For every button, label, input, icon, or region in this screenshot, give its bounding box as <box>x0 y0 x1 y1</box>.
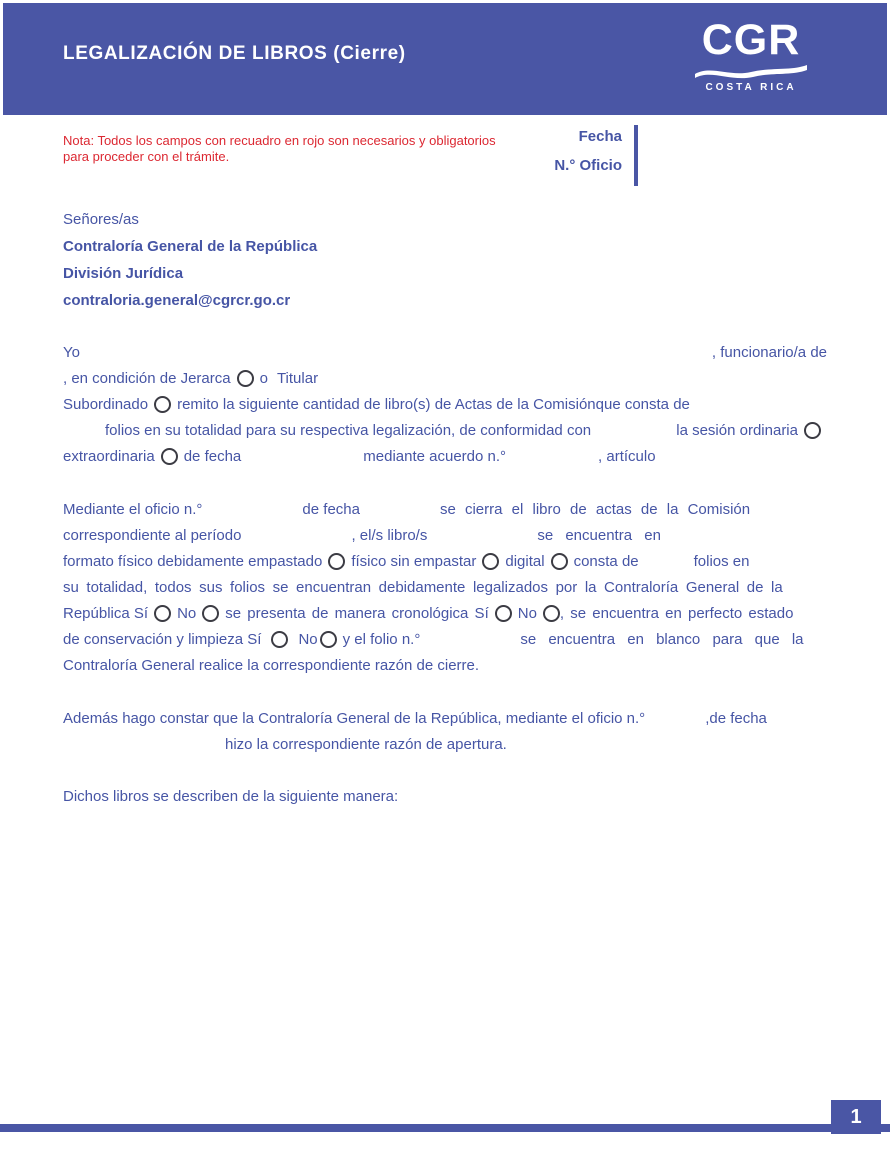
p1-l5-text-d: , artículo <box>598 447 656 465</box>
p2-l5-text-b: No <box>177 604 197 622</box>
p1-line5 <box>63 443 827 469</box>
p4-text: Dichos libros se describen de la siguiente manera: <box>63 787 399 805</box>
cgr-logo <box>693 17 809 93</box>
paragraph-descripcion <box>63 783 827 809</box>
radio-legalizados-no[interactable] <box>202 605 219 622</box>
p1-line4 <box>63 417 827 443</box>
radio-conservacion-no[interactable] <box>320 631 337 648</box>
recipient-email: contraloria.general@cgrcr.go.cr <box>63 292 291 309</box>
p2-line7 <box>63 652 827 678</box>
p3-l1-text-b: ,de fecha <box>705 709 767 727</box>
field-folio-blanco[interactable] <box>420 630 520 648</box>
field-periodo[interactable] <box>241 526 351 544</box>
p2-l2-text-a: correspondiente al período <box>63 526 242 544</box>
p2-line5 <box>63 600 827 626</box>
p2-l7-text: Contraloría General realice la correspondiente razón de cierre. <box>63 656 480 674</box>
header-banner <box>3 3 887 115</box>
radio-digital[interactable] <box>551 553 568 570</box>
cgr-logo-text: CGR <box>701 16 801 64</box>
p2-l5-text-c: se presenta de manera cronológica Sí <box>225 604 489 622</box>
field-folios-total[interactable] <box>639 552 694 570</box>
meta-divider <box>634 125 638 186</box>
p1-l1-text-b: , funcionario/a de <box>711 343 827 361</box>
field-numero-oficio[interactable] <box>202 500 302 518</box>
radio-cronologica-no[interactable] <box>543 605 560 622</box>
p1-l2-text-c: Titular <box>276 369 319 387</box>
fecha-label: Fecha <box>578 128 622 145</box>
p2-l6-text-a: de conservación y limpieza Sí <box>63 630 262 648</box>
radio-fisico-sin-empastar[interactable] <box>482 553 499 570</box>
p2-line4 <box>63 574 827 600</box>
mandatory-fields-note: Nota: Todos los campos con recuadro en rojo son necesarios y obligatorios para proceder con el trámite. <box>63 133 496 164</box>
p1-l5-text-b: de fecha <box>183 447 242 465</box>
recipient-division: División Jurídica <box>63 265 184 282</box>
field-oficio-apertura[interactable] <box>645 709 705 727</box>
radio-titular-subordinado[interactable] <box>154 396 171 413</box>
p1-l2-text-a: , en condición de Jerarca <box>63 369 231 387</box>
p1-l3-text-b: remito la siguiente cantidad de libro(s) de Actas de la Comisión <box>177 395 596 413</box>
p1-l4-text-a: folios en su totalidad para su respectiva legalización, de conformidad con <box>105 421 592 439</box>
radio-sesion-extraordinaria[interactable] <box>161 448 178 465</box>
p1-l2-text-b: o <box>259 369 268 387</box>
p2-l4-text: su totalidad, todos sus folios se encuentran debidamente legalizados por la Contraloría General de la <box>63 578 783 596</box>
radio-jerarca[interactable] <box>237 370 254 387</box>
p2-l1-text-c: se cierra el libro de actas de la Comisión <box>439 500 751 518</box>
p2-l5-text-a: República Sí <box>63 604 149 622</box>
p2-l2-text-b: , el/s libro/s <box>351 526 428 544</box>
p2-l3-text-d: consta de <box>573 552 639 570</box>
p2-line2 <box>63 522 827 548</box>
p2-l6-text-d: se encuentra en blanco para que la <box>520 630 804 648</box>
p2-l2-text-c: se encuentra en <box>537 526 661 544</box>
p3-l2-text: hizo la correspondiente razón de apertura. <box>225 735 507 753</box>
p3-l1-text-a: Además hago constar que la Contraloría General de la República, mediante el oficio n.° <box>63 709 646 727</box>
p1-l5-text-c: mediante acuerdo n.° <box>363 447 507 465</box>
oficio-label: N.° Oficio <box>554 157 622 174</box>
field-libros[interactable] <box>427 526 537 544</box>
paragraph-apertura <box>63 705 827 757</box>
p2-l3-text-a: formato físico debidamente empastado <box>63 552 323 570</box>
field-fecha-sesion[interactable] <box>241 447 363 465</box>
p2-l1-text-a: Mediante el oficio n.° <box>63 500 203 518</box>
p2-line6 <box>63 626 827 652</box>
p2-l3-text-e: folios en <box>693 552 750 570</box>
salutation: Señores/as <box>63 211 139 228</box>
page-title: LEGALIZACIÓN DE LIBROS (Cierre) <box>63 43 406 64</box>
radio-fisico-empastado[interactable] <box>328 553 345 570</box>
p1-line3 <box>63 391 827 417</box>
radio-conservacion-si[interactable] <box>271 631 288 648</box>
p4-line1 <box>63 783 827 809</box>
p2-l5-text-d: No <box>517 604 537 622</box>
p1-l4-text-b: la sesión ordinaria <box>676 421 798 439</box>
field-fecha-apertura[interactable] <box>63 735 225 753</box>
p2-l1-text-b: de fecha <box>302 500 360 518</box>
recipient-org: Contraloría General de la República <box>63 238 318 255</box>
p1-l3-text-a: Subordinado <box>63 395 149 413</box>
p1-l3-text-c: que consta de <box>595 395 690 413</box>
p2-l3-text-c: digital <box>505 552 545 570</box>
footer-rule <box>0 1124 890 1132</box>
paragraph-cierre <box>63 496 827 678</box>
field-numero-acuerdo[interactable] <box>506 447 598 465</box>
p1-line2 <box>63 365 827 391</box>
page-number-badge: 1 <box>831 1100 881 1134</box>
radio-legalizados-si[interactable] <box>154 605 171 622</box>
cgr-logo-country: COSTA RICA <box>705 82 797 93</box>
p2-line3 <box>63 548 827 574</box>
p1-l5-text-a: extraordinaria <box>63 447 155 465</box>
radio-sesion-ordinaria[interactable] <box>804 422 821 439</box>
p2-l3-text-b: físico sin empastar <box>351 552 477 570</box>
field-fecha-oficio[interactable] <box>360 500 440 518</box>
recipient-block <box>63 206 317 314</box>
p3-line2 <box>63 731 827 757</box>
p1-l1-text-a: Yo <box>63 343 80 361</box>
p2-line1 <box>63 496 827 522</box>
field-cantidad-folios[interactable] <box>63 421 105 439</box>
p2-l5-text-e: , se encuentra en perfecto estado <box>559 604 794 622</box>
p1-line1 <box>63 339 827 365</box>
wave-icon <box>695 64 807 79</box>
paragraph-remision <box>63 339 827 469</box>
p2-l6-text-b: No <box>298 630 318 648</box>
p2-l6-text-c: y el folio n.° <box>342 630 421 648</box>
radio-cronologica-si[interactable] <box>495 605 512 622</box>
p3-line1 <box>63 705 827 731</box>
